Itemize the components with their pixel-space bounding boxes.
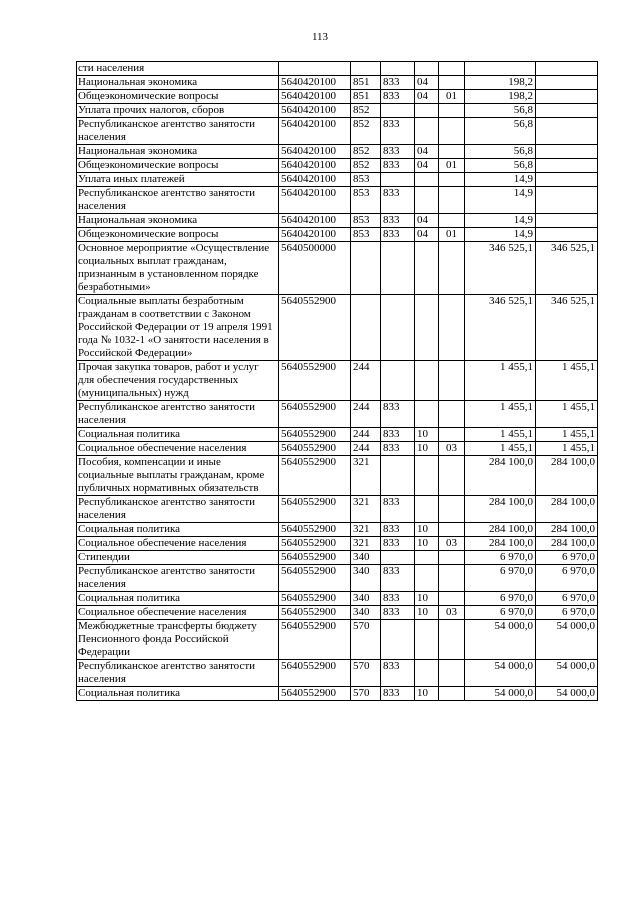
cell-subsection: 03 [439, 537, 465, 551]
cell-subsection [439, 62, 465, 76]
table-row [77, 565, 598, 592]
cell-section: 10 [415, 523, 439, 537]
cell-subsection [439, 401, 465, 428]
cell-expense-type [351, 295, 381, 361]
cell-section [415, 361, 439, 401]
cell-target-code: 5640552900 [279, 442, 351, 456]
cell-name: Стипендии [77, 551, 279, 565]
cell-section [415, 173, 439, 187]
cell-agency-code [381, 173, 415, 187]
cell-amount-1: 6 970,0 [465, 565, 536, 592]
cell-expense-type: 570 [351, 687, 381, 701]
cell-target-code: 5640552900 [279, 565, 351, 592]
cell-name: Социальная политика [77, 428, 279, 442]
cell-expense-type: 244 [351, 442, 381, 456]
cell-section: 10 [415, 687, 439, 701]
cell-expense-type: 321 [351, 537, 381, 551]
cell-expense-type [351, 242, 381, 295]
cell-target-code [279, 62, 351, 76]
cell-agency-code [381, 361, 415, 401]
table-row [77, 173, 598, 187]
cell-section: 04 [415, 90, 439, 104]
cell-section [415, 187, 439, 214]
cell-name: Уплата иных платежей [77, 173, 279, 187]
cell-amount-1: 54 000,0 [465, 660, 536, 687]
cell-amount-1: 1 455,1 [465, 361, 536, 401]
cell-amount-2: 1 455,1 [536, 442, 598, 456]
page-number: 113 [311, 31, 329, 43]
cell-target-code: 5640420100 [279, 104, 351, 118]
table-row [77, 361, 598, 401]
cell-amount-2 [536, 187, 598, 214]
cell-amount-2 [536, 118, 598, 145]
cell-subsection [439, 118, 465, 145]
cell-name: Социальная политика [77, 523, 279, 537]
cell-target-code: 5640420100 [279, 90, 351, 104]
cell-section: 04 [415, 214, 439, 228]
cell-amount-2: 284 100,0 [536, 496, 598, 523]
cell-name: Уплата прочих налогов, сборов [77, 104, 279, 118]
cell-subsection [439, 456, 465, 496]
cell-subsection [439, 620, 465, 660]
cell-subsection [439, 173, 465, 187]
cell-subsection: 01 [439, 159, 465, 173]
table-row [77, 606, 598, 620]
cell-name: Социальные выплаты безработным гражданам в соответствии с Законом Российской Федерации от 19 апреля 1991 года № 1032-1 «О занятости населения в Российской Федерации» [77, 295, 279, 361]
cell-expense-type: 852 [351, 104, 381, 118]
cell-amount-1: 198,2 [465, 76, 536, 90]
cell-section [415, 242, 439, 295]
cell-amount-1: 284 100,0 [465, 537, 536, 551]
cell-expense-type: 340 [351, 606, 381, 620]
cell-agency-code: 833 [381, 214, 415, 228]
cell-subsection [439, 104, 465, 118]
cell-section [415, 401, 439, 428]
cell-expense-type: 340 [351, 565, 381, 592]
cell-name: Общеэкономические вопросы [77, 90, 279, 104]
cell-expense-type: 321 [351, 496, 381, 523]
cell-expense-type: 340 [351, 551, 381, 565]
cell-target-code: 5640552900 [279, 687, 351, 701]
cell-amount-1: 14,9 [465, 228, 536, 242]
cell-amount-2: 284 100,0 [536, 537, 598, 551]
cell-amount-2: 1 455,1 [536, 428, 598, 442]
cell-amount-2: 284 100,0 [536, 523, 598, 537]
cell-agency-code: 833 [381, 118, 415, 145]
cell-amount-1: 6 970,0 [465, 551, 536, 565]
cell-expense-type: 851 [351, 90, 381, 104]
cell-expense-type: 244 [351, 401, 381, 428]
cell-target-code: 5640420100 [279, 214, 351, 228]
cell-amount-1: 54 000,0 [465, 620, 536, 660]
cell-target-code: 5640552900 [279, 295, 351, 361]
table-row [77, 118, 598, 145]
cell-amount-2: 54 000,0 [536, 687, 598, 701]
cell-subsection [439, 214, 465, 228]
cell-name: Республиканское агентство занятости населения [77, 118, 279, 145]
cell-section: 10 [415, 592, 439, 606]
cell-section: 10 [415, 442, 439, 456]
cell-subsection [439, 76, 465, 90]
cell-name: Социальное обеспечение населения [77, 606, 279, 620]
cell-amount-1: 56,8 [465, 104, 536, 118]
cell-expense-type: 853 [351, 228, 381, 242]
cell-agency-code: 833 [381, 145, 415, 159]
cell-target-code: 5640552900 [279, 592, 351, 606]
cell-name: Республиканское агентство занятости населения [77, 660, 279, 687]
cell-subsection [439, 187, 465, 214]
cell-agency-code: 833 [381, 565, 415, 592]
cell-agency-code [381, 242, 415, 295]
cell-subsection [439, 687, 465, 701]
cell-expense-type: 340 [351, 592, 381, 606]
cell-target-code: 5640552900 [279, 361, 351, 401]
cell-expense-type: 853 [351, 214, 381, 228]
table-row [77, 187, 598, 214]
cell-agency-code: 833 [381, 76, 415, 90]
cell-amount-2: 346 525,1 [536, 242, 598, 295]
cell-expense-type: 851 [351, 76, 381, 90]
cell-target-code: 5640420100 [279, 145, 351, 159]
table-row [77, 159, 598, 173]
cell-amount-2: 346 525,1 [536, 295, 598, 361]
cell-expense-type: 244 [351, 361, 381, 401]
cell-amount-1: 1 455,1 [465, 428, 536, 442]
cell-name: Основное мероприятие «Осуществление социальных выплат гражданам, признанным в установленном порядке безработными» [77, 242, 279, 295]
cell-agency-code [381, 62, 415, 76]
table-row [77, 442, 598, 456]
cell-agency-code [381, 104, 415, 118]
cell-section [415, 62, 439, 76]
table-row [77, 242, 598, 295]
cell-name: сти населения [77, 62, 279, 76]
cell-amount-1 [465, 62, 536, 76]
cell-target-code: 5640552900 [279, 537, 351, 551]
cell-name: Республиканское агентство занятости населения [77, 565, 279, 592]
cell-section [415, 551, 439, 565]
cell-name: Республиканское агентство занятости населения [77, 187, 279, 214]
cell-target-code: 5640552900 [279, 401, 351, 428]
cell-amount-1: 6 970,0 [465, 606, 536, 620]
cell-section: 10 [415, 606, 439, 620]
cell-target-code: 5640420100 [279, 228, 351, 242]
table-row [77, 214, 598, 228]
cell-expense-type: 852 [351, 118, 381, 145]
cell-section: 04 [415, 228, 439, 242]
cell-section: 10 [415, 537, 439, 551]
cell-section [415, 565, 439, 592]
cell-name: Социальная политика [77, 687, 279, 701]
cell-expense-type: 570 [351, 620, 381, 660]
cell-amount-2 [536, 104, 598, 118]
cell-section [415, 456, 439, 496]
table-row [77, 537, 598, 551]
cell-amount-2 [536, 214, 598, 228]
cell-target-code: 5640420100 [279, 173, 351, 187]
cell-amount-2: 54 000,0 [536, 660, 598, 687]
cell-amount-1: 56,8 [465, 118, 536, 145]
cell-expense-type: 321 [351, 456, 381, 496]
cell-amount-2: 6 970,0 [536, 551, 598, 565]
cell-agency-code: 833 [381, 592, 415, 606]
cell-target-code: 5640552900 [279, 496, 351, 523]
table-row [77, 620, 598, 660]
cell-subsection: 01 [439, 90, 465, 104]
cell-expense-type: 853 [351, 173, 381, 187]
cell-amount-1: 198,2 [465, 90, 536, 104]
cell-amount-2: 6 970,0 [536, 565, 598, 592]
cell-subsection [439, 660, 465, 687]
cell-amount-2: 284 100,0 [536, 456, 598, 496]
cell-amount-1: 54 000,0 [465, 687, 536, 701]
cell-amount-2: 6 970,0 [536, 606, 598, 620]
cell-subsection [439, 242, 465, 295]
table-row [77, 456, 598, 496]
cell-name: Социальное обеспечение населения [77, 442, 279, 456]
cell-agency-code: 833 [381, 442, 415, 456]
table-row [77, 496, 598, 523]
cell-section [415, 660, 439, 687]
cell-amount-1: 1 455,1 [465, 401, 536, 428]
table-row [77, 62, 598, 76]
cell-name: Республиканское агентство занятости населения [77, 496, 279, 523]
cell-amount-2 [536, 145, 598, 159]
cell-target-code: 5640552900 [279, 523, 351, 537]
cell-amount-2 [536, 228, 598, 242]
cell-target-code: 5640500000 [279, 242, 351, 295]
cell-amount-1: 56,8 [465, 159, 536, 173]
cell-name: Прочая закупка товаров, работ и услуг для обеспечения государственных (муниципальных) нужд [77, 361, 279, 401]
cell-agency-code: 833 [381, 401, 415, 428]
cell-section: 10 [415, 428, 439, 442]
cell-name: Национальная экономика [77, 76, 279, 90]
cell-amount-2 [536, 173, 598, 187]
cell-amount-1: 14,9 [465, 187, 536, 214]
cell-amount-1: 284 100,0 [465, 456, 536, 496]
cell-subsection [439, 428, 465, 442]
table-row [77, 592, 598, 606]
cell-agency-code: 833 [381, 660, 415, 687]
cell-amount-2: 6 970,0 [536, 592, 598, 606]
cell-agency-code: 833 [381, 687, 415, 701]
cell-target-code: 5640420100 [279, 187, 351, 214]
cell-target-code: 5640552900 [279, 456, 351, 496]
cell-expense-type: 570 [351, 660, 381, 687]
cell-expense-type: 244 [351, 428, 381, 442]
cell-subsection [439, 565, 465, 592]
cell-agency-code: 833 [381, 537, 415, 551]
cell-expense-type: 852 [351, 159, 381, 173]
cell-subsection [439, 496, 465, 523]
cell-target-code: 5640420100 [279, 159, 351, 173]
cell-section: 04 [415, 145, 439, 159]
table-row [77, 523, 598, 537]
cell-amount-1: 14,9 [465, 214, 536, 228]
cell-target-code: 5640552900 [279, 551, 351, 565]
cell-section: 04 [415, 76, 439, 90]
cell-amount-2 [536, 159, 598, 173]
cell-agency-code: 833 [381, 428, 415, 442]
table-row [77, 76, 598, 90]
cell-name: Национальная экономика [77, 214, 279, 228]
cell-agency-code: 833 [381, 496, 415, 523]
cell-section: 04 [415, 159, 439, 173]
cell-agency-code: 833 [381, 228, 415, 242]
cell-amount-1: 284 100,0 [465, 523, 536, 537]
cell-subsection [439, 295, 465, 361]
table-row [77, 551, 598, 565]
cell-subsection: 03 [439, 606, 465, 620]
cell-name: Социальное обеспечение населения [77, 537, 279, 551]
cell-target-code: 5640420100 [279, 76, 351, 90]
cell-agency-code: 833 [381, 187, 415, 214]
table-row [77, 660, 598, 687]
cell-amount-1: 1 455,1 [465, 442, 536, 456]
cell-agency-code: 833 [381, 523, 415, 537]
cell-subsection [439, 361, 465, 401]
cell-target-code: 5640552900 [279, 620, 351, 660]
cell-name: Республиканское агентство занятости населения [77, 401, 279, 428]
table-row [77, 228, 598, 242]
cell-subsection [439, 145, 465, 159]
cell-agency-code [381, 456, 415, 496]
cell-name: Общеэкономические вопросы [77, 228, 279, 242]
table-row [77, 295, 598, 361]
cell-subsection: 01 [439, 228, 465, 242]
cell-target-code: 5640552900 [279, 660, 351, 687]
cell-section [415, 295, 439, 361]
cell-expense-type: 321 [351, 523, 381, 537]
cell-section [415, 104, 439, 118]
cell-agency-code: 833 [381, 606, 415, 620]
cell-amount-1: 346 525,1 [465, 295, 536, 361]
cell-amount-1: 346 525,1 [465, 242, 536, 295]
cell-agency-code [381, 551, 415, 565]
cell-expense-type: 853 [351, 187, 381, 214]
budget-table [76, 61, 598, 701]
cell-subsection: 03 [439, 442, 465, 456]
cell-name: Пособия, компенсации и иные социальные выплаты гражданам, кроме публичных нормативных обязательств [77, 456, 279, 496]
cell-subsection [439, 551, 465, 565]
cell-amount-1: 14,9 [465, 173, 536, 187]
cell-subsection [439, 523, 465, 537]
table-row [77, 90, 598, 104]
cell-agency-code: 833 [381, 159, 415, 173]
table-row [77, 104, 598, 118]
cell-target-code: 5640420100 [279, 118, 351, 145]
cell-section [415, 496, 439, 523]
cell-amount-2 [536, 62, 598, 76]
cell-subsection [439, 592, 465, 606]
cell-name: Социальная политика [77, 592, 279, 606]
cell-amount-1: 56,8 [465, 145, 536, 159]
cell-amount-2: 1 455,1 [536, 361, 598, 401]
cell-amount-2 [536, 76, 598, 90]
cell-section [415, 118, 439, 145]
cell-amount-2: 54 000,0 [536, 620, 598, 660]
table-row [77, 401, 598, 428]
cell-expense-type [351, 62, 381, 76]
cell-agency-code [381, 295, 415, 361]
cell-amount-2 [536, 90, 598, 104]
cell-agency-code [381, 620, 415, 660]
cell-name: Межбюджетные трансферты бюджету Пенсионного фонда Российской Федерации [77, 620, 279, 660]
table-row [77, 428, 598, 442]
cell-target-code: 5640552900 [279, 606, 351, 620]
cell-amount-1: 6 970,0 [465, 592, 536, 606]
cell-section [415, 620, 439, 660]
cell-agency-code: 833 [381, 90, 415, 104]
cell-target-code: 5640552900 [279, 428, 351, 442]
table-row [77, 145, 598, 159]
cell-name: Национальная экономика [77, 145, 279, 159]
table-row [77, 687, 598, 701]
cell-amount-2: 1 455,1 [536, 401, 598, 428]
cell-expense-type: 852 [351, 145, 381, 159]
cell-name: Общеэкономические вопросы [77, 159, 279, 173]
cell-amount-1: 284 100,0 [465, 496, 536, 523]
